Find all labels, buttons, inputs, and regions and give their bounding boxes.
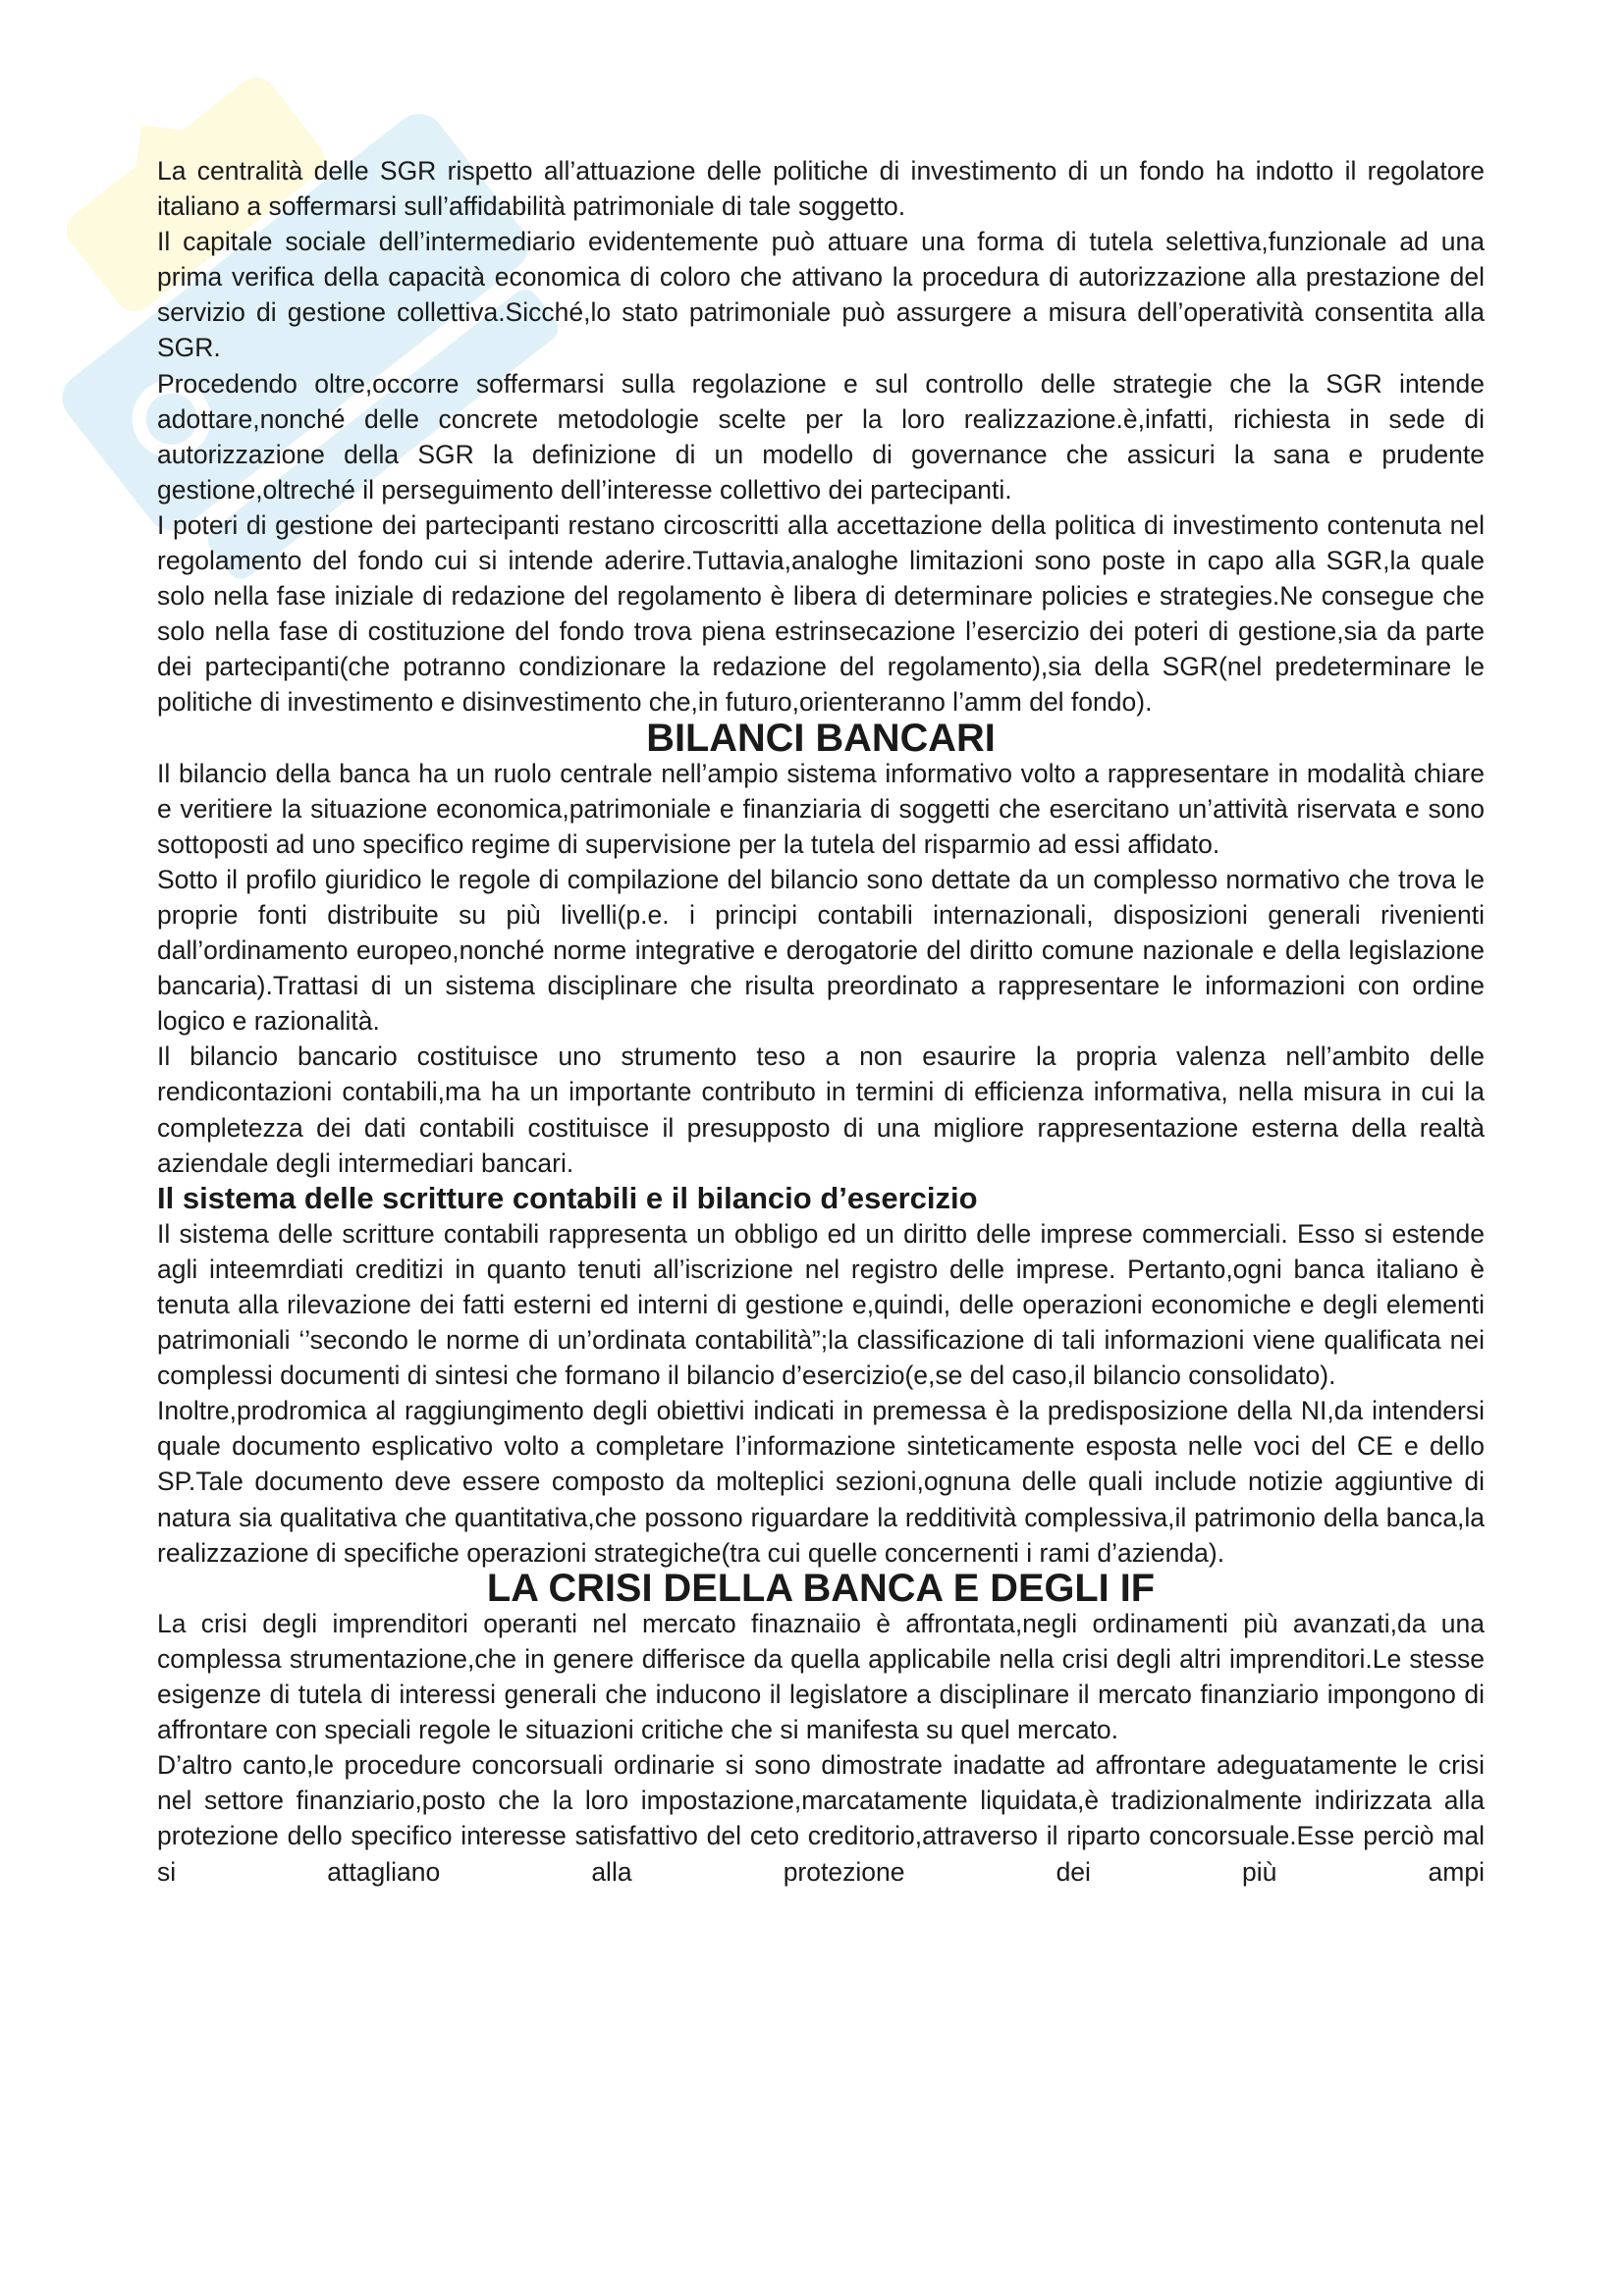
section-heading: LA CRISI DELLA BANCA E DEGLI IF bbox=[486, 1566, 1156, 1610]
paragraph: Il sistema delle scritture contabili rappresenta un obbligo ed un diritto delle imprese commerciali. Esso si estende agli inteemrdiati creditizi in quanto tenuti all’iscrizione nel registro delle imprese. Pertanto,ogni banca italiano è tenuta alla rilevazione dei fatti esterni ed interni di gestione e,quindi, delle operazioni economiche e degli elementi patrimoniali ‘’secondo le norme di un’ordinata contabilità”;la classificazione di tali informazioni viene qualificata nei complessi documenti di sintesi che formano il bilancio d’esercizio(e,se del caso,il bilancio consolidato). bbox=[157, 1218, 1485, 1391]
document-body bbox=[157, 153, 1485, 1890]
paragraph: Inoltre,prodromica al raggiungimento degli obiettivi indicati in premessa è la predisposizione della NI,da intendersi quale documento esplicativo volto a completare l’informazione sinteticamente esposta nelle voci del CE e dello SP.Tale documento deve essere composto da molteplici sezioni,ognuna delle quali include notizie aggiuntive di natura sia qualitativa che quantitativa,che possono riguardare la redditività complessiva,il patrimonio della banca,la realizzazione di specifiche operazioni strategiche(tra cui quelle concernenti i rami d’azienda). bbox=[157, 1396, 1485, 1568]
paragraph: Il bilancio della banca ha un ruolo centrale nell’ampio sistema informativo volto a rappresentare in modalità chiare e veritiere la situazione economica,patrimoniale e finanziaria di soggetti che esercitano un’attività riservata e sono sottoposti ad uno specifico regime di supervisione per la tutela del risparmio ad essi affidato. bbox=[157, 758, 1485, 859]
paragraph: La crisi degli imprenditori operanti nel mercato finaznaiio è affrontata,negli ordinamenti più avanzati,da una complessa strumentazione,che in genere differisce da quella applicabile nella crisi degli altri imprenditori.Le stesse esigenze di tutela di interessi generali che inducono il legislatore a disciplinare il mercato finanziario impongono di affrontare con speciali regole le situazioni critiche che si manifesta su quel mercato. bbox=[157, 1608, 1485, 1745]
paragraph: Sotto il profilo giuridico le regole di compilazione del bilancio sono dettate da un complesso normativo che trova le proprie fonti distribuite su più livelli(p.e. i principi contabili internazionali, disposizioni generali rivenienti dall’ordinamento europeo,nonché norme integrative e derogatorie del diritto comune nazionale e della legislazione bancaria).Trattasi di un sistema disciplinare che risulta preordinato a rappresentare le informazioni con ordine logico e razionalità. bbox=[157, 864, 1485, 1037]
paragraph: Il capitale sociale dell’intermediario evidentemente può attuare una forma di tutela selettiva,funzionale ad una prima verifica della capacità economica di coloro che attivano la procedura di autorizzazione alla prestazione del servizio di gestione collettiva.Sicché,lo stato patrimoniale può assurgere a misura dell’operatività consentita alla SGR. bbox=[157, 227, 1485, 363]
paragraph: D’altro canto,le procedure concorsuali ordinarie si sono dimostrate inadatte ad affrontare adeguatamente le crisi nel settore finanziario,posto che la loro impostazione,marcatamente liquidata,è tradizionalmente indirizzata alla protezione dello specifico interesse satisfattivo del ceto creditorio,attraverso il riparto concorsuale.Esse perciò mal si attagliano alla protezione dei più ampi bbox=[157, 1750, 1485, 1887]
paragraph: Il bilancio bancario costituisce uno strumento teso a non esaurire la propria valenza nell’ambito delle rendicontazioni contabili,ma ha un importante contributo in termini di efficienza informativa, nella misura in cui la completezza dei dati contabili costituisce il presupposto di una migliore rappresentazione esterna della realtà aziendale degli intermediari bancari. bbox=[157, 1041, 1485, 1178]
subsection-heading: Il sistema delle scritture contabili e il bilancio d’esercizio bbox=[157, 1180, 978, 1215]
paragraph: La centralità delle SGR rispetto all’attuazione delle politiche di investimento di un fondo ha indotto il regolatore italiano a soffermarsi sull’affidabilità patrimoniale di tale soggetto. bbox=[157, 156, 1485, 222]
paragraph: I poteri di gestione dei partecipanti restano circoscritti alla accettazione della politica di investimento contenuta nel regolamento del fondo cui si intende aderire.Tuttavia,analoghe limitazioni sono poste in capo alla SGR,la quale solo nella fase iniziale di redazione del regolamento è libera di determinare policies e strategies.Ne consegue che solo nella fase di costituzione del fondo trova piena estrinsecazione l’esercizio dei poteri di gestione,sia da parte dei partecipanti(che potranno condizionare la redazione del regolamento),sia della SGR(nel predeterminare le politiche di investimento e disinvestimento che,in futuro,orienteranno l’amm del fondo). bbox=[157, 509, 1485, 718]
paragraph: Procedendo oltre,occorre soffermarsi sulla regolazione e sul controllo delle strategie che la SGR intende adottare,nonché delle concrete metodologie scelte per la loro realizzazione.è,infatti, richiesta in sede di autorizzazione della SGR la definizione di un modello di governance che assicuri la sana e prudente gestione,oltreché il perseguimento dell’interesse collettivo dei partecipanti. bbox=[157, 368, 1485, 505]
section-heading: BILANCI BANCARI bbox=[646, 716, 996, 760]
